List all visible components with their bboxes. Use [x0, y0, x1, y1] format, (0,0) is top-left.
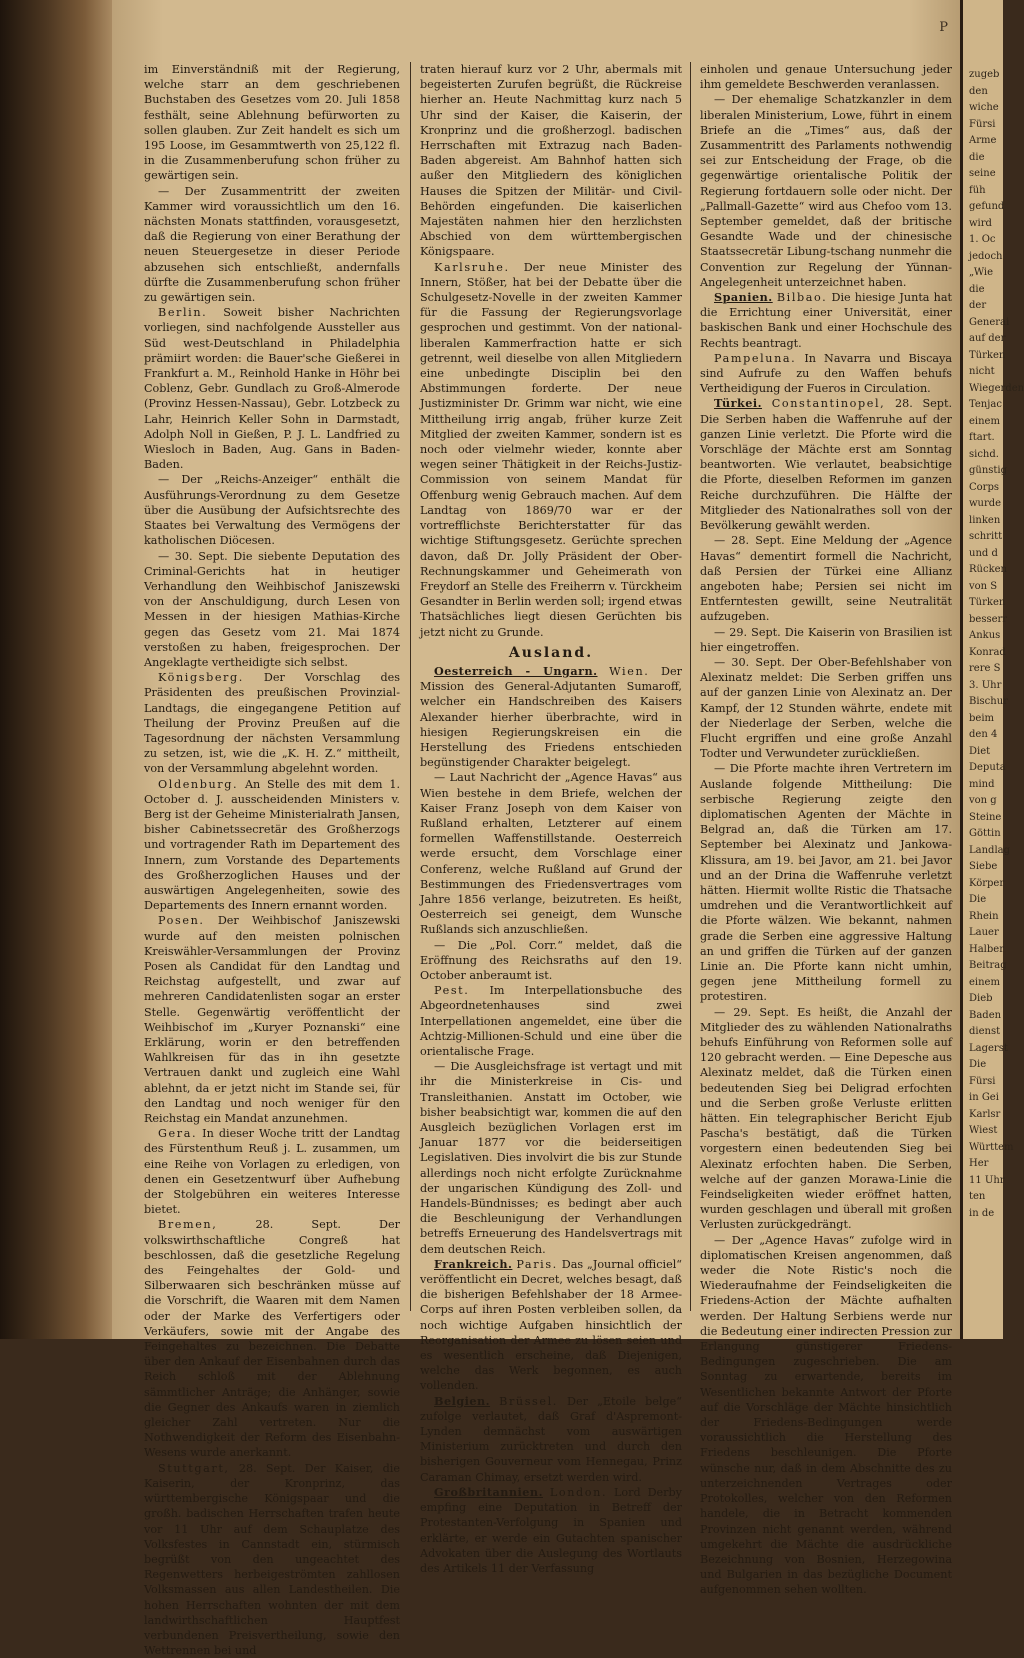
news-text: Im Interpellationsbuche des Abgeordnetenhauses sind zwei Interpellationen angemeldet, eine über die Achtzig-Millionen-Schuld und eine über die orientalische Frage. — [420, 984, 682, 1058]
country-heading: Oesterreich - Ungarn. — [434, 663, 598, 678]
next-page-fragment: Fürsi — [969, 1075, 996, 1087]
next-page-fragment: Baden — [969, 1009, 1002, 1021]
paragraph: — 29. Sept. Die Kaiserin von Brasilien ist hier eingetroffen. — [700, 625, 952, 654]
next-page-fragment: Körper — [969, 877, 1005, 889]
next-page-fragment: mind — [969, 778, 995, 790]
news-text: 28. Sept. Der volkswirthschaftliche Congreß hat beschlossen, daß die gesetzliche Regelung des Feingehaltes der Gold- und Silberwaaren sich beschränken müsse auf die Vorschrift, die Waaren mit dem Namen oder der Marke des Verfertigers oder Verkäufers, sowie mit der Angabe des Feingehaltes zu bezeichnen. Die Debatte über den Ankauf der Eisenbahnen durch das Reich schloß mit der Ablehnung sämmtlicher Anträge; die Anhänger, sowie die Gegner des Ankaufs waren in ziemlich gleicher Zahl vertreten. Nur die Nothwendigkeit der Reform des Eisenbahn-Wesens wurde anerkannt. — [144, 1218, 400, 1460]
paragraph: — 30. Sept. Die siebente Deputation des Criminal-Gerichts hat in heutiger Verhandlung den Weihbischof Janiszewski von der Anschuldigung, durch Lesen von Messen in der hiesigen Mathias-Kirche gegen das Gesetz vom 21. Mai 1874 verstoßen zu haben, freigesprochen. Der Angeklagte vertheidigte sich selbst. — [144, 549, 400, 669]
news-item-karlsruhe — [420, 260, 682, 640]
paragraph: — Die „Pol. Corr.“ meldet, daß die Eröffnung des Reichsraths auf den 19. October anberaumt ist. — [420, 938, 682, 982]
news-text: Die hiesige Junta hat die Errichtung einer Universität, einer baskischen Bank und einer Hochschule des Rechts beantragt. — [700, 291, 952, 350]
column-divider — [410, 62, 411, 1311]
next-page-fragment: Fürsi — [969, 118, 996, 130]
column-divider — [690, 62, 691, 1311]
news-item-gera — [144, 1126, 400, 1217]
next-page-edge — [960, 0, 1024, 1339]
paragraph: — Der ehemalige Schatzkanzler in dem liberalen Ministerium, Lowe, führt in einem Briefe an die „Times“ aus, daß der Zusammentritt des Parlaments nothwendig sei zur Entscheidung der Frage, ob die gegenwärtige orientalische Politik der Regierung fortdauern solle oder nicht. Der „Pallmall-Gazette“ wird aus Chefoo vom 13. September gemeldet, daß der britische Gesandte Wade und der chinesische Staatssecretär Libung-tschang nunmehr die Convention zur Regelung der Yünnan-Angelegenheit unterzeichnet haben. — [700, 93, 952, 289]
paragraph: traten hierauf kurz vor 2 Uhr, abermals mit begeisterten Zurufen begrüßt, die Rückreise hierher an. Heute Nachmittag kurz nach 5 Uhr sind der Kaiser, die Kaiserin, der Kronprinz und die großherzogl. badischen Herrschaften mit Extrazug nach Baden-Baden abgereist. Am Bahnhof hatten sich außer den Mitgliedern des königlichen Hauses die Spitzen der Militär- und Civil-Behörden eingefunden. Die kaiserlichen Majestäten nahmen hier den herzlichsten Abschied von dem württembergischen Königspaare. — [420, 63, 682, 259]
news-item-bruessel — [420, 1394, 682, 1485]
paragraph: im Einverständniß mit der Regierung, welche starr an dem geschriebenen Buchstaben des Gesetzes vom 20. Juli 1858 festhält, seine Ablehnung befürworten zu sollen glauben. Zur Zeit handelt es sich um 195 Loose, im Gesammtwerth von 25,122 fl. in die Zusammenberufung schon früher zu gewärtigen sein. — [144, 63, 400, 183]
next-page-fragment: seine — [969, 168, 996, 179]
dateline: Brüssel. — [499, 1394, 558, 1408]
next-page-fragment: der — [969, 300, 987, 311]
next-page-fragment: besserr — [969, 613, 1008, 625]
dateline: Karlsruhe. — [434, 260, 510, 274]
next-page-fragment: wird — [969, 217, 992, 229]
next-page-fragment: in de — [969, 1207, 995, 1219]
paragraph: einholen und genaue Untersuchung jeder ihm gemeldete Beschwerden veranlassen. — [700, 63, 952, 92]
next-page-fragment: Halber — [969, 943, 1004, 955]
dateline: Bremen, — [158, 1218, 218, 1232]
news-text: In dieser Woche tritt der Landtag des Fürstenthum Reuß j. L. zusammen, um eine Reihe von Vorlagen zu erledigen, von denen ein Gesetzentwurf über Aufhebung der Stolgebühren ein weiteres Interesse bietet. — [144, 1127, 400, 1217]
next-page-fragment: füh — [969, 184, 986, 196]
next-page-fragment: Deputa — [969, 762, 1006, 773]
newspaper-page — [112, 0, 960, 1658]
news-text: Das „Journal officiel“ veröffentlicht ein Decret, welches besagt, daß die bisherigen Befehlshaber der 18 Armee-Corps auf ihren Posten verbleiben sollen, da noch wichtige Aufgaben hinsichtlich der Reorganisation der Armee zu lösen seien und es wesentlich erscheine, daß Diejenigen, welche das Werk begonnen, es auch vollenden. — [420, 1257, 682, 1393]
next-page-fragment: Siebe — [969, 861, 998, 872]
next-page-fragment: sichd. — [969, 448, 999, 460]
news-text: Lord Derby empfing eine Deputation in Betreff der Protestanten-Verfolgung in Spanien und erklärte, er werde ein Gutachten spanischer Advokaten über die Auslegung des Wortlauts des Artikels 11 der Verfassung — [420, 1485, 682, 1575]
next-page-fragment: dienst — [969, 1026, 1001, 1037]
news-item-berlin — [144, 305, 400, 472]
next-page-fragment: Die — [969, 894, 987, 905]
next-page-fragment: schritt — [969, 531, 1003, 542]
next-page-fragment: Türken — [969, 597, 1006, 608]
next-page-fragment: ten — [969, 1191, 986, 1202]
next-page-fragment: Türken — [969, 349, 1006, 361]
dateline: Pest. — [434, 984, 470, 998]
paragraph: — 29. Sept. Es heißt, die Anzahl der Mitglieder des zu wählenden Nationalraths behufs Einführung von Reformen solle auf 120 gebracht werden. — Eine Depesche aus Alexinatz meldet, daß die Türken einen bedeutenden Sieg bei Deligrad erfochten und die Serben große Verluste erlitten hätten. Ein telegraphischer Bericht Ejub Pascha's bestätigt, daß die Türken vorgestern einen bedeutenden Sieg bei Alexinatz erfochten haben. Die Serben, welche auf der ganzen Morawa-Linie die Feindseligkeiten wieder eröffnet hatten, wurden geschlagen und überall mit großen Verlusten zurückgedrängt. — [700, 1005, 952, 1232]
next-page-fragment: 1. Oc — [969, 234, 996, 245]
next-page-fragment: Ankus — [969, 630, 1001, 641]
dateline: Stuttgart, — [158, 1461, 230, 1475]
news-item-stuttgart — [144, 1461, 400, 1658]
next-page-fragment: Bischur — [969, 696, 1008, 707]
next-page-fragment: Generai — [969, 316, 1010, 328]
dateline: Constantinopel, — [771, 397, 886, 411]
next-page-fragment: ftart. — [969, 432, 995, 443]
next-page-fragment: Steine — [969, 811, 1002, 823]
next-page-fragment: Die — [969, 1059, 987, 1070]
next-page-fragment: 3. Uhr — [969, 679, 1002, 691]
news-item-paris — [420, 1257, 682, 1394]
next-page-fragment: Lagerst — [969, 1042, 1008, 1054]
news-text: 28. Sept. Die Serben haben die Waffenruhe auf der ganzen Linie verletzt. Die Pforte wird die Vorschläge der Mächte erst am Sonntag beantworten. Wie verlautet, beabsichtige die Pforte, dieselben Reformen im ganzen Reiche durchzuführen. Die Hälfte der Mitglieder des Nationalrathes soll von der Bevölkerung gewählt werden. — [700, 397, 952, 533]
next-page-fragment: günstig — [969, 465, 1008, 476]
next-page-fragment: den 4 — [969, 729, 998, 740]
country-heading: Frankreich. — [434, 1256, 513, 1271]
section-heading-ausland: Ausland. — [508, 644, 594, 661]
next-page-fragment: Wiest — [969, 1125, 998, 1136]
next-page-fragment: Lauer — [969, 927, 999, 938]
next-page-fragment: Rücken — [969, 564, 1007, 575]
news-item-wien — [420, 664, 682, 770]
dateline: Posen. — [158, 914, 205, 928]
news-text: Der „Etoile belge“ zufolge verlautet, daß Graf d'Aspremont-Lynden demnächst vom auswärtigen Ministerium zurücktreten und durch den bisherigen Gouverneur vom Hennegau, Prinz Caraman Chimay, ersetzt werden wird. — [420, 1394, 682, 1484]
news-text: Der neue Minister des Innern, Stößer, hat bei der Debatte über die Schulgesetz-Novelle in der zweiten Kammer für die Fassung der Regierungsvorlage gesprochen und gestimmt. Von der national-liberalen Kammerfraction hatte er sich getrennt, weil dieselbe von allen Mitgliedern eine unbedingte Disciplin bei den Abstimmungen forderte. Der neue Justizminister Dr. Grimm war nicht, wie eine Mittheilung irrig angab, früher kurze Zeit Mitglied der zweiten Kammer, sondern ist es noch oder vielmehr wieder, konnte aber wegen seiner Thätigkeit in der Reichs-Justiz-Commission von seinem Mandat für Offenburg wenig Gebrauch machen. Auf dem Landtag von 1869/70 war er der vortrefflichste Berichterstatter für das wichtige Stiftungsgesetz. Gerüchte sprechen davon, daß Dr. Jolly Präsident der Ober-Rechnungskammer und Geheimerath von Freydorf an Stelle des Freiherrn v. Türckheim Gesandter in Berlin werden soll; irgend etwas Thatsächliches liegt diesen Gerüchten bis jetzt nicht zu Grunde. — [420, 260, 682, 639]
next-page-fragment: 11 Uhr — [969, 1174, 1005, 1186]
next-page-fragment: gefund — [969, 201, 1005, 212]
next-page-fragment: Wiegerden — [969, 382, 1024, 394]
dateline: Pampeluna. — [714, 351, 797, 365]
news-text: Der Mission des General-Adjutanten Sumaroff, welcher ein Handschreiben des Kaisers Alexander hierher überbrachte, wird in hiesigen Regierungskreisen ein die Herstellung des Friedens entschieden begünstigender Charakter beigelegt. — [420, 664, 682, 770]
news-item-bilbao — [700, 290, 952, 351]
next-page-fragment: „Wie — [969, 267, 994, 278]
news-item-koenigsberg — [144, 670, 400, 776]
news-item-oldenburg — [144, 777, 400, 914]
column-1 — [144, 62, 400, 1658]
news-text: An Stelle des mit dem 1. October d. J. ausscheidenden Ministers v. Berg ist der Geheime Ministerialrath Jansen, bisher Cabinetssecretär des Großherzogs und vortragender Rath im Departement des Innern, zum Vorstande des Departements des Großherzoglichen Hauses und der auswärtigen Angelegenheiten, sowie des Departements des Innern ernannt worden. — [144, 777, 400, 913]
news-text: Soweit bisher Nachrichten vorliegen, sind nachfolgende Aussteller aus Süd west-Deutschland in Philadelphia prämiirt worden: die Bauer'sche Gießerei in Frankfurt a. M., Reinhold Hanke in Höhr bei Coblenz, Gebr. Gundlach zu Groß-Almerode (Provinz Hessen-Nassau), Gebr. Lotzbeck zu Lahr, Heinrich Keller Sohn in Darmstadt, Adolph Noll in Gießen, P. J. L. Landfried zu Wiesloch in Baden, Aug. Gans in Baden-Baden. — [144, 306, 400, 472]
dateline: Königsberg. — [158, 671, 244, 685]
next-page-fragment: linken — [969, 514, 1001, 526]
next-page-fragment: Rhein — [969, 910, 999, 922]
news-item-london — [420, 1485, 682, 1576]
paragraph: — Der Zusammentritt der zweiten Kammer wird voraussichtlich um den 16. nächsten Monats stattfinden, vorausgesetzt, daß die Regierung von einer Berathung der neuen Steuergesetze in dieser Periode abzusehen sich entschließt, andernfalls dürfte die Zusammenberufung schon früher zu gewärtigen sein. — [144, 184, 400, 305]
news-item-constantinopel — [700, 396, 952, 533]
next-page-fragment: Diet — [969, 745, 991, 757]
next-page-fragment: beim — [969, 712, 994, 724]
country-heading: Türkei. — [714, 396, 763, 411]
news-text: Der Weihbischof Janiszewski wurde auf den meisten polnischen Kreiswähler-Versammlungen der Provinz Posen als Candidat für den Landtag und Reichstag aufgestellt, und zwar auf mehreren Candidatenlisten sogar an erster Stelle. Gegenwärtig veröffentlicht der Weihbischof im „Kuryer Poznanski“ eine Erklärung, worin er den betreffenden Wahlkreisen für das in ihn gesetzte Vertrauen dankt und zugleich eine Wahl ablehnt, da er jetzt nicht im Stande sei, für den Landtag und noch weniger für den Reichstag ein Mandat anzunehmen. — [144, 914, 400, 1126]
paragraph: — Die Pforte machte ihren Vertretern im Auslande folgende Mittheilung: Die serbische Regierung zeigte den diplomatischen Agenten der Mächte in Belgrad an, daß die Türken am 17. September bei Alexinatz und Jankowa-Klissura, am 19. bei Javor, am 21. bei Javor und an der Drina die Waffenruhe verletzt hätten. Hiermit wollte Ristic die Thatsache umdrehen und die Verantwortlichkeit auf die Pforte wälzen. Wie bekannt, nahmen grade die Serben eine aggressive Haltung an und griffen die Türken auf der ganzen Linie an. Die Pforte kann nicht umhin, gegen jene Mittheilung formell zu protestiren. — [700, 762, 952, 1004]
news-text: In Navarra und Biscaya sind Aufrufe zu den Waffen behufs Vertheidigung der Fueros in Circulation. — [700, 351, 952, 396]
news-item-posen — [144, 913, 400, 1126]
next-page-fragment: rere S — [969, 663, 1001, 674]
next-page-fragment: Tenjac — [969, 399, 1002, 410]
next-page-fragment: von S — [969, 580, 998, 592]
next-page-fragment: Göttin — [969, 828, 1001, 839]
dateline: London. — [549, 1485, 608, 1499]
next-page-fragment: Beitrag — [969, 960, 1007, 971]
news-item-pest — [420, 983, 682, 1059]
next-page-fragment: den — [969, 85, 988, 97]
next-page-fragment: auf der — [969, 333, 1006, 344]
next-page-fragment: zugeb — [969, 69, 1000, 80]
paragraph: — Der „Reichs-Anzeiger“ enthält die Ausführungs-Verordnung zu dem Gesetze über die Ausübung der Aufsichtsrechte des Staates bei Verwaltung des Vermögens der katholischen Diöcesen. — [144, 473, 400, 548]
news-text: 28. Sept. Der Kaiser, die Kaiserin, der Kronprinz, das württembergische Königspaar und die großh. badischen Herrschaften trafen heute vor 11 Uhr auf dem Schauplatze des Volksfestes in Cannstadt ein, stürmisch begrüßt von den ungeachtet des Regenwetters herbeigeströmten zahllosen Volksmassen aus allen Landestheilen. Die hohen Herrschaften wohnten der mit dem landwirthschaftlichen Hauptfest verbundenen Preisvertheilung, sowie den Wettrennen bei und — [144, 1461, 400, 1658]
dateline: Bilbao. — [776, 291, 828, 305]
dateline: Berlin. — [158, 306, 208, 320]
next-page-fragment: Corps — [969, 481, 999, 493]
next-page-fragment: nicht — [969, 366, 995, 377]
country-heading: Großbritannien. — [434, 1484, 543, 1499]
paragraph: — 28. Sept. Eine Meldung der „Agence Havas“ dementirt formell die Nachricht, daß Persien der Türkei eine Allianz angeboten habe; Persien sei nicht im Entferntesten gewillt, seine Neutralität aufzugeben. — [700, 534, 952, 624]
next-page-fragment: die — [969, 151, 985, 163]
page-folio: P — [939, 20, 948, 35]
dateline: Gera. — [158, 1127, 198, 1141]
next-page-fragment: die — [969, 283, 985, 295]
news-item-bremen — [144, 1217, 400, 1460]
next-page-fragment: in Gei — [969, 1092, 999, 1103]
dateline: Paris. — [516, 1257, 558, 1271]
next-page-fragment: und d — [969, 547, 998, 559]
news-item-pampeluna — [700, 351, 952, 397]
next-page-fragment: wiche — [969, 102, 999, 113]
paragraph: — Der „Agence Havas“ zufolge wird in diplomatischen Kreisen angenommen, daß weder die Note Ristic's noch die Wiederaufnahme der Feindseligkeiten die Friedens-Action der Mächte aufhalten werden. Der Haltung Serbiens werde nur die Bedeutung einer indirecten Pression zur Erlangung günstigerer Friedens-Bedingungen zugeschrieben. Die am Sonntag zu erwartende, bereits im Wesentlichen bekannte Antwort der Pforte auf die Vorschläge der Mächte hinsichtlich der Friedens-Bedingungen werde voraussichtlich die Herstellung des Friedens beschleunigen. Die Pforte wünsche nur, daß in dem Abschnitte des zu unterzeichnenden Vertrages oder Protokolles, welcher von den Reformen handele, die in Betracht kommenden Provinzen nicht genannt werden, während umgekehrt die Mächte die ausdrückliche Bezeichnung von Bosnien, Herzegowina und Bulgarien in das bezügliche Document aufgenommen sehen wollten. — [700, 1233, 952, 1597]
next-page-fragment: einem — [969, 415, 1000, 427]
next-page-fragment: Württem — [969, 1141, 1014, 1153]
country-heading: Spanien. — [714, 290, 773, 305]
next-page-fragment: Landlag — [969, 844, 1011, 856]
next-page-fragment: Her — [969, 1158, 989, 1169]
next-page-fragment: Konrad — [969, 646, 1006, 658]
next-page-fragment: wurde — [969, 498, 1002, 509]
dateline: Wien. — [609, 664, 650, 678]
column-3 — [700, 62, 952, 1597]
paragraph: — 30. Sept. Der Ober-Befehlshaber von Alexinatz meldet: Die Serben griffen uns auf der ganzen Linie von Alexinatz an. Der Kampf, der 12 Stunden währte, endete mit der Niederlage der Serben, welche die Flucht ergriffen und eine große Anzahl Todter und Verwundeter zurückließen. — [700, 655, 952, 761]
next-page-fragment: Karlsr — [969, 1108, 1001, 1120]
country-heading: Belgien. — [434, 1393, 491, 1408]
paragraph: — Laut Nachricht der „Agence Havas“ aus Wien bestehe in dem Briefe, welchen der Kaiser Franz Joseph von dem Kaiser von Rußland erhalten, Letzterer auf einem formellen Waffenstillstande. Oesterreich werde ersucht, dem Vorschlage einer Conferenz, welche Rußland auf Grund der Bestimmungen des Friedensvertrages vom Jahre 1856 verlange, beizutreten. Es heißt, Oesterreich sei geneigt, dem Wunsche Rußlands sich anzuschließen. — [420, 771, 682, 937]
next-page-fragment: Dieb — [969, 993, 993, 1004]
book-binding-gutter — [0, 0, 112, 1339]
next-page-fragment: von g — [969, 795, 997, 806]
column-2 — [420, 62, 682, 1575]
next-page-fragment: jedoch — [969, 250, 1003, 262]
paragraph: — Die Ausgleichsfrage ist vertagt und mit ihr die Ministerkreise in Cis- und Transleithanien. Anstatt im October, wie bisher beabsichtigt war, kommen die auf den Ausgleich bezüglichen Vorlagen erst im Januar 1877 vor die beiderseitigen Legislativen. Dies involvirt die bis zur Stunde allerdings noch nicht erfolgte Zurücknahme der ungarischen Kündigung des Zoll- und Handels-Bündnisses; es bedingt aber auch die Beschleunigung der Verhandlungen betreffs Erneuerung des Handelsvertrags mit dem deutschen Reich. — [420, 1060, 682, 1256]
next-page-fragment: einem — [969, 976, 1000, 988]
dateline: Oldenburg. — [158, 777, 239, 791]
news-text: Der Vorschlag des Präsidenten des preußischen Provinzial-Landtags, die eingegangene Petition auf Theilung der Provinz Preußen auf die Tagesordnung der nächsten Versammlung zu setzen, ist, wie die „K. H. Z.“ mittheilt, von der Versammlung abgelehnt worden. — [144, 671, 400, 776]
next-page-fragment: Arme — [969, 135, 997, 146]
